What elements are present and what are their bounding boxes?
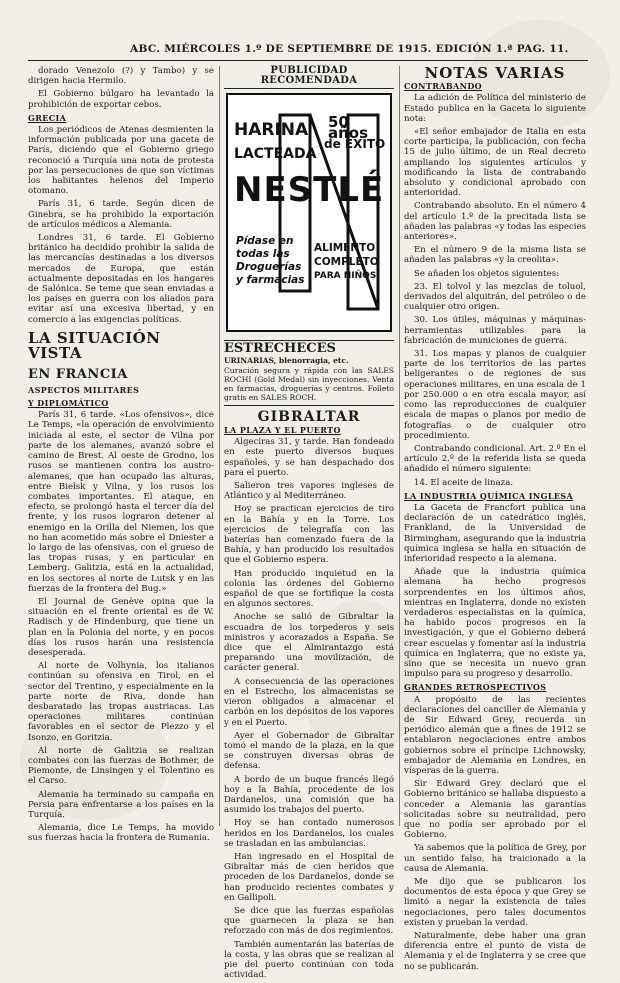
paragraph: Se dice que las fuerzas españolas que guarnecen la plaza se han reforzado con más de dos regimientos. [224, 905, 394, 937]
paragraph: 23. El tolvol y las mezclas de toluol, derivados del alquitrán, del petróleo o de cualquier otro origen. [404, 281, 586, 313]
paragraph: Añade que la industria química alemana ha hecho progresos sorprendentes en los últimos años, mientras en Inglaterra, donde no existen verdaderos especialistas en la química, ha habido pocos progresos en la investigación, y que el Gobierno deberá crear escuelas y fomentar así la industria química en Inglaterra, que no existe ya, sino que se necesita un nuevo gran impulso para su progreso y desarrollo. [404, 567, 586, 680]
paragraph: Ya sabemos que la política de Grey, por un sentido falso, ha traicionado a la causa de Alemania. [404, 843, 586, 874]
column-middle [224, 66, 394, 983]
subheading-quimica: LA INDUSTRIA QUÍMICA INGLESA [404, 490, 574, 501]
paragraph: Sir Edward Grey declaró que el Gobierno británico se hallaba dispuesto a conceder a Alemania las garantías solicitadas sobre su neutralidad, pero que no podía ser aprobado por el Gobierno. [404, 779, 586, 841]
ad2-title: ESTRECHECES [224, 341, 336, 357]
paragraph: Al norte de Volhynia, los italianos continúan su ofensiva en Tirol, en el sector del Trentino, y especialmente en la parte norte de Riva, donde han desbaratado las tropas austriacas. Las operaciones militares continúan favorables en el sector de Plezzo y el Isonzo, en Goritzia. [28, 661, 214, 743]
ad-pidase-line: Droguerías [236, 261, 302, 274]
paragraph: París 31, 6 tarde. Según dicen de Ginebra, se ha prohibido la exportación de artículos médicos a Alemania. [28, 199, 214, 230]
subheading-aspectos: ASPECTOS MILITARES [28, 384, 140, 395]
ad2-subtitle: URINARIAS, blenorragia, etc. [224, 355, 349, 365]
paragraph: dorado Venezolo (?) y Tambo) y se dirigen hacia Hermilo. [28, 66, 214, 87]
paragraph: Contrabando absoluto. En el número 4 del artículo 1.º de la precitada lista se añaden las palabras «y todas las especies anteriores». [404, 201, 586, 243]
ad-alimento-line: ALIMENTO [314, 242, 376, 255]
headline-gibraltar: GIBRALTAR [257, 408, 361, 425]
paragraph: También aumentarán las baterías de la costa, y las obras que se realizan al pie del puerto continúan con toda actividad. [224, 939, 394, 981]
paragraph: La Gaceta de Francfort publica una declaración de un catedrático inglés, Frankland, de la Universidad de Birmingham, asegurando que la industria química inglesa se halla en situación de inferioridad respecto a la alemana. [404, 502, 586, 564]
ad2-text: Curación segura y rápida con las SALES ROCHI (Gold Medal) sin inyecciones. Venta en farmacias, droguerías y centros. Folleto gratis en SALES ROCH. [224, 365, 394, 402]
subheading-diplomatico: Y DIPLOMÁTICO [28, 398, 109, 409]
paragraph: Naturalmente, debe haber una gran diferencia entre el punto de vista de Alemania y el de Inglaterra y se cree que no se publicarán. [404, 931, 586, 972]
paragraph: Al norte de Galitzia se realizan combates con las fuerzas de Bothmer, de Piemonte, de Linsingen y el Tolentino es el Carso. [28, 745, 214, 787]
paragraph: Anoche se salió de Gibraltar la escuadra de los torpederos y seis ministros y acorazados a España. Se dice que el Almirantazgo está preparando una movilización, de carácter general. [224, 612, 394, 674]
advertising-heading: PUBLICIDAD RECOMENDADA [224, 66, 394, 89]
nestle-advertisement [226, 93, 392, 332]
ad-pidase [236, 235, 305, 287]
estrecheces-advertisement [224, 340, 394, 405]
ad-pidase-line: Pídase en [236, 235, 294, 248]
subheading-plaza: LA PLAZA Y EL PUERTO [224, 425, 341, 436]
headline-francia: EN FRANCIA [28, 366, 128, 382]
paragraph: 31. Los mapas y planos de cualquier parte de los territorios de las partes beligerantes o de regiones de sus operaciones militares, en una escala de 1 por 250.000 o en otra escala mayor, así como las reproducciones de cualquier escala de mapas o planos por medio de fotografías o de cualquier otro procedimiento. [404, 349, 586, 441]
headline-situacion: LA SITUACIÓN VISTA [28, 328, 161, 362]
paragraph: A consecuencia de las operaciones en el Estrecho, los almacenistas se vieron obligados a almacenar el carbón en los depósitos de los vapores y en el Puerto. [224, 676, 394, 728]
paragraph: Se añaden los objetos siguientes: [414, 268, 560, 279]
paragraph: Hoy se practican ejercicios de tiro en la Bahía y en la Torre. Los ejercicios de telegrafía con las baterías han comenzado fuera de la Bahía, y han producido los resultados que el Gobierno espera. [224, 504, 394, 566]
ad-harina: HARINA [234, 120, 309, 141]
ad-50-anos: 50 años [328, 113, 369, 142]
paragraph: A propósito de las recientes declaraciones del canciller de Alemania y de Sir Edward Grey, recuerda un periódico alemán que a fines de 1912 se entablaron negociaciones entre ambos gobiernos sobre el príncipe Lichnowsky, embajador de Alemania en Londres, en vísperas de la guerra. [404, 694, 586, 776]
ad-alimento-line: COMPLETO [314, 256, 379, 269]
ad-de-exito: de ÉXITO [324, 137, 386, 152]
paragraph: Hoy se han contado numerosos heridos en los Dardanelos, los cuales se trasladan en las ambulancias. [224, 818, 394, 849]
subheading-contrabando: CONTRABANDO [404, 81, 483, 92]
paragraph: Contrabando condicional. Art. 2.º En el artículo 2.º de la referida lista se queda añadido el número siguiente: [404, 443, 586, 475]
paragraph: París 31, 6 tarde. «Los ofensivos», dice Le Temps, «la operación de envolvimiento iniciada al este, el sector de Vilna por parte de los alemanes, avanzó sobre el camino de Brest. Al oeste de Grodno, los rusos se mantienen contra los austro-alemanes, que han ocupado las alturas, entre Bielsk y Vilna, y los rusos los combates importantes. El ataque, en efecto, se prolongó hasta el tercer día del frente, y los rusos lograron detener al enemigo en la Orilla del Niemen, los que no han acometido más sobre el Dniester a lo largo de las ofensivas, con el grueso de las tropas rusas, y en particular en Lemberg. Galitzia, está en la actualidad, en los sectores al norte de Lutsk y en las fuerzas de la frontera del Bug.» [28, 410, 214, 594]
subheading-retrospectivos: GRANDES RETROSPECTIVOS [404, 682, 547, 693]
ad-nestle: NESTLÉ [234, 170, 385, 211]
paragraph: La adición de Política del ministerio de Estado publica en la Gaceta lo siguiente nota: [404, 93, 586, 124]
paragraph: El Journal de Genève opina que la situación en el frente oriental es de W. Radisch y de Hindenburg, que tiene un plan en la Polonia del norte, y en pocos días los rusos harán una resistencia desesperada. [28, 596, 214, 658]
paragraph: Londres 31, 6 tarde. El Gobierno británico ha decidido prohibir la salida de las mercancías destinadas a los diversos mercados de Europa, que están actualmente depositadas en los hangares de Salónica. Se teme que sean enviadas a los países en guerra con los aliados para evitar así una excesiva libertad, y en comercio a las exigencias políticas. [28, 233, 214, 325]
paragraph: El Gobierno búlgaro ha levantado la prohibición de exportar cebos. [28, 89, 214, 110]
column-divider [219, 66, 220, 826]
paragraph: Algeciras 31, y tarde. Han fondeado en este puerto diversos buques españoles, y se han despachado dos para el puerto. [224, 437, 394, 478]
paragraph: Han ingresado en el Hospital de Gibraltar más de cien heridos que proceden de los Dardanelos, donde se han producido recientes combates y en Gallipoli. [224, 851, 394, 903]
paragraph: 14. El aceite de linaza. [414, 477, 514, 488]
ad-lacteada: LACTEADA [234, 146, 317, 163]
ad-alimento-line: PARA NIÑOS [314, 271, 377, 282]
paragraph: 30. Los útiles, máquinas y máquinas-herramientas utilizables para la fabricación de municiones de guerra. [404, 315, 586, 346]
subheading-grecia: GRECIA [28, 112, 67, 123]
paragraph: Ayer el Gobernador de Gibraltar tomó el mando de la plaza, en la que se construyen diversas obras de defensa. [224, 730, 394, 772]
paragraph: Han producido inquietud en la colonia las órdenes del Gobierno español de que se fortifique la costa en algunos sectores. [224, 568, 394, 610]
paragraph: En el número 9 de la misma lista se añaden las palabras «y la creolita». [404, 245, 586, 266]
paragraph: Salieron tres vapores ingleses de Atlántico y al Mediterráneo. [224, 481, 394, 502]
paragraph: Los periódicos de Atenas desmienten la información publicada por una gaceta de París, diciendo que el Gobierno griego reconoció a Turquía una nota de protesta por las persecuciones de que son víctimas los habitantes helenos del Imperio otomano. [28, 125, 214, 197]
column-right [404, 66, 586, 975]
paragraph: Alemania, dice Le Temps, ha movido sus fuerzas hacia la frontera de Rumania. [28, 823, 214, 844]
ad-alimento [314, 241, 379, 283]
column-divider [399, 66, 400, 826]
ad-pidase-line: todas las [236, 248, 290, 261]
page-header: ABC. MIÉRCOLES 1.º DE SEPTIEMBRE DE 1915. EDICIÓN 1.ª PAG. 11. [130, 43, 569, 55]
paragraph: Alemania ha terminado su campaña en Persia para enfrentarse a los países en la Turquía. [28, 789, 214, 820]
headline-notas-varias: NOTAS VARIAS [424, 64, 566, 82]
ad-pidase-line: y farmacias [236, 274, 305, 287]
column-left [28, 66, 214, 847]
paragraph: Me dijo que se publicaron los documentos de esta época y que Grey se limitó a negar la existencia de tales negociaciones, pero tales documentos existen y prueban la verdad. [404, 877, 586, 928]
paragraph: «El señor embajador de Italia en esta corte participa, la publicación, con fecha 15 de julio último, de un Real decreto ampliando los siguientes artículos y modificando la lista de contrabando absoluto y condicional aprobado con anterioridad. [404, 127, 586, 199]
header-rule [28, 60, 588, 61]
paragraph: A bordo de un buque francés llegó hoy a la Bahía, procedente de los Dardanelos, una comisión que ha asumido los trabajos del puerto. [224, 774, 394, 816]
